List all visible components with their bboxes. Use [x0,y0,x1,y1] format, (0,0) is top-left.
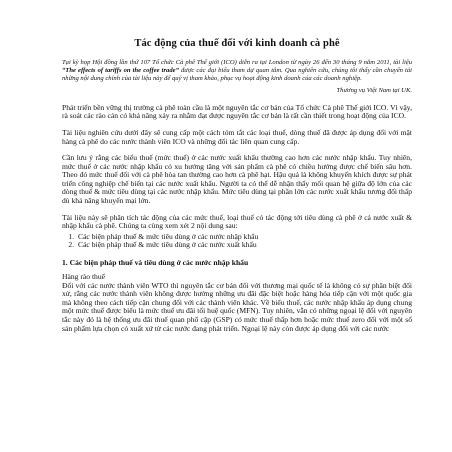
section-paragraph: Đối với các nước thành viên WTO thì nguyên tắc cơ bản đối với thương mại quốc tế là không có sự phân biệt đối xử, rằng các nước thành viên không được hưởng những ưu đãi đặc biệt hoặc hàng hóa tiếp cận với một quốc gia mà không theo cách tiếp cận chung đối với các thành viên khác. Về biểu thuế, các nước nhập khẩu áp dụng chung một mức thuế được biểu là mức thuế ưu đãi tối huệ quốc (MFN). Tuy nhiên, vẫn có những ngoại lệ đối với nguyên tắc này đó là hệ thống ưu đãi thuế quan phổ cập (GSP) có mức thuế thấp hơn hoặc mức thuế zero đối với một số sản phẩm lựa chọn có xuất xứ từ các nước đang phát triển. Ngoại lệ này còn được áp dụng đối với các nước [62,280,412,333]
section-heading: 1. Các biện pháp thuế và tiêu dùng ở các nước nhập khẩu [62,258,249,268]
list-item: 2. Các biện pháp thuế & mức tiêu dùng ở các nước xuất khẩu [76,241,412,250]
body-paragraph: Tài liệu nghiên cứu dưới đây sẽ cung cấp một cách tóm tắt các loại thuế, dòng thuế đã được áp dụng đối với mặt hàng cà phê do các nước thành viên ICO và những đối tác liên quan cung cấp. [62,127,412,146]
intro-suffix: được các đại biểu tham dự quan tâm. Qua nghiên cứu, chúng tôi thấy cần chuyển tải những nội dung chính của tài liệu này để quý vị tham khảo, phục vụ hoạt động kinh doanh của các doanh nghiệp. [62,66,412,82]
intro-prefix: Tại kỳ họp Hội đồng lần thứ 107 Tổ chức Cà phê Thế giới (ICO) diễn ra tại London từ ngày 26 đến 30 tháng 9 năm 2011, tài liệu [62,59,412,66]
intro-paragraph [62,59,412,83]
body-paragraph: Tài liệu này sẽ phân tích tác động của các mức thuế, loại thuế có tác động tới tiêu dùng cà phê ở cả nước xuất & nhập khẩu cà phê. Chúng ta cùng xem xét 2 nội dung sau: [62,212,412,231]
document-title: Tác động của thuế đối với kinh doanh cà phê [134,38,340,49]
body-paragraph: Phát triển bền vững thị trường cà phê toàn cầu là một nguyên tắc cơ bản của Tổ chức Cà phê Thế giới ICO. Vì vậy, rà soát các rào cản có khả năng xảy ra nhằm đạt được nguyên tắc cơ bản là rất cần thiết trong hoạt động của ICO. [62,102,412,121]
body-paragraph: Cần lưu ý rằng các biểu thuế (mức thuế) ở các nước xuất khẩu thường cao hơn các nước nhập khẩu. Tuy nhiên, mức thuế ở các nước nhập khẩu có xu hướng tăng với sản phẩm cà phê có chiều hướng được chế biến sâu hơn. Theo đó mức thuế đối với cà phê hòa tan thường cao hơn cà phê hạt. Hậu quả là không khuyến khích được sự phát triển công nghiệp chế biến tại các nước xuất khẩu. Người ta có thể dễ nhận thấy mối quan hệ giữa độ lớn của các dòng thuế & mức tiêu dùng tại các nước nhập khẩu. Mức tiêu dùng tại phần lớn các nước xuất khẩu tương đối thấp dù khả năng khuyến mại lớn. [62,153,412,206]
content-list [76,233,412,250]
source-attribution: Thương vụ Việt Nam tại UK. [336,86,412,94]
intro-doc-title: “The effects of tariffs on the coffee trade” [62,66,179,74]
subheading: Hàng rào thuế [62,272,106,282]
list-item: 1. Các biện pháp thuế & mức tiêu dùng ở các nước nhập khẩu [76,233,412,242]
